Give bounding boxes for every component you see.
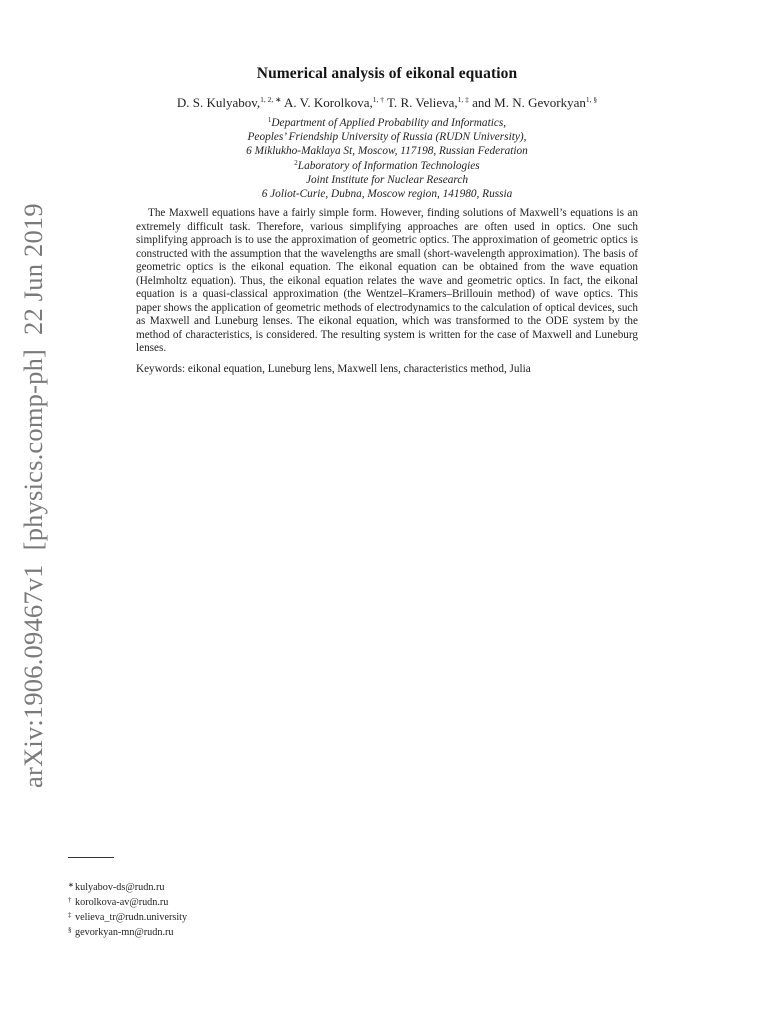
author-name: T. R. Velieva, — [386, 95, 458, 110]
author-affil-mark: 1, § — [585, 95, 598, 104]
footnote-item — [68, 924, 187, 939]
footnote-email: korolkova-av@rudn.ru — [75, 897, 169, 908]
footnote-email: velieva_tr@rudn.university — [75, 912, 188, 923]
author-affil-mark: 1, ‡ — [457, 95, 469, 104]
footnotes — [68, 879, 187, 939]
footnote-mark: § — [68, 926, 72, 934]
footnote-email: kulyabov-ds@rudn.ru — [75, 882, 165, 893]
arxiv-stamp — [18, 189, 49, 788]
footnote-mark: † — [68, 896, 72, 904]
affiliations — [0, 116, 768, 201]
author — [284, 95, 384, 110]
abstract-text: The Maxwell equations have a fairly simple form. However, finding solutions of Maxwell’s equations is an extremely difficult task. Therefore, various simplifying approaches are often used in optics. One such simplifying approach is to use the approximation of geometric optics. The approximation of geometric optics is constructed with the assumption that the wavelengths are small (short-wavelength approximation). The basis of geometric optics is the eikonal equation. The eikonal equation can be obtained from the wave equation (Helmholtz equation). Thus, the eikonal equation relates the wave and geometric optics. In fact, the eikonal equation is a quasi-classical approximation (the Wentzel–Kramers–Brillouin method) of wave optics. This paper shows the application of geometric methods of electrodynamics to the calculation of optical devices, such as Maxwell and Luneburg lenses. The eikonal equation, which was transformed to the ODE system by the method of characteristics, is considered. The resulting system is written for the case of Maxwell and Luneburg lenses. — [136, 207, 638, 354]
author-affil-mark: 1, 2, ∗ — [260, 95, 282, 104]
affiliation-line — [0, 187, 768, 201]
affiliation-line — [0, 116, 768, 130]
paper-title: Numerical analysis of eikonal equation — [256, 65, 518, 82]
footnote-rule — [68, 857, 114, 858]
author — [177, 95, 282, 110]
arxiv-category: [physics.comp-ph] — [18, 348, 48, 551]
author-name: A. V. Korolkova, — [284, 95, 373, 110]
footnote-mark: ∗ — [68, 881, 74, 889]
footnote-email: gevorkyan-mn@rudn.ru — [75, 927, 174, 938]
footnote-mark: ‡ — [68, 911, 72, 919]
affiliation-line — [0, 130, 768, 144]
author — [387, 95, 469, 110]
abstract — [136, 207, 638, 356]
affiliation-text: Joint Institute for Nuclear Research — [305, 173, 469, 186]
footnote-item — [68, 909, 187, 924]
arxiv-id: arXiv:1906.09467v1 — [18, 564, 48, 788]
author-list — [0, 95, 768, 111]
affiliation-line — [0, 144, 768, 158]
affiliation-text: Department of Applied Probability and Informatics, — [271, 117, 507, 129]
author-name: and M. N. Gevorkyan — [472, 95, 586, 110]
affiliation-text: Laboratory of Information Technologies — [297, 159, 480, 172]
affiliation-line — [0, 159, 768, 173]
footnote-item — [68, 894, 187, 909]
arxiv-date: 22 Jun 2019 — [18, 203, 48, 335]
author — [472, 95, 597, 110]
affiliation-text: 6 Miklukho-Maklaya St, Moscow, 117198, Russian Federation — [246, 145, 528, 158]
affiliation-mark: 2 — [294, 158, 298, 167]
footnote-item — [68, 879, 187, 894]
affiliation-mark: 1 — [267, 116, 272, 124]
affiliation-text: 6 Joliot-Curie, Dubna, Moscow region, 141980, Russia — [261, 188, 513, 201]
author-name: D. S. Kulyabov, — [176, 95, 261, 110]
affiliation-text: Peoples’ Friendship University of Russia (RUDN University), — [247, 131, 527, 144]
author-affil-mark: 1, † — [372, 95, 384, 104]
affiliation-line — [0, 173, 768, 187]
keywords: Keywords: eikonal equation, Luneburg lens, Maxwell lens, characteristics method, Julia — [136, 363, 531, 375]
